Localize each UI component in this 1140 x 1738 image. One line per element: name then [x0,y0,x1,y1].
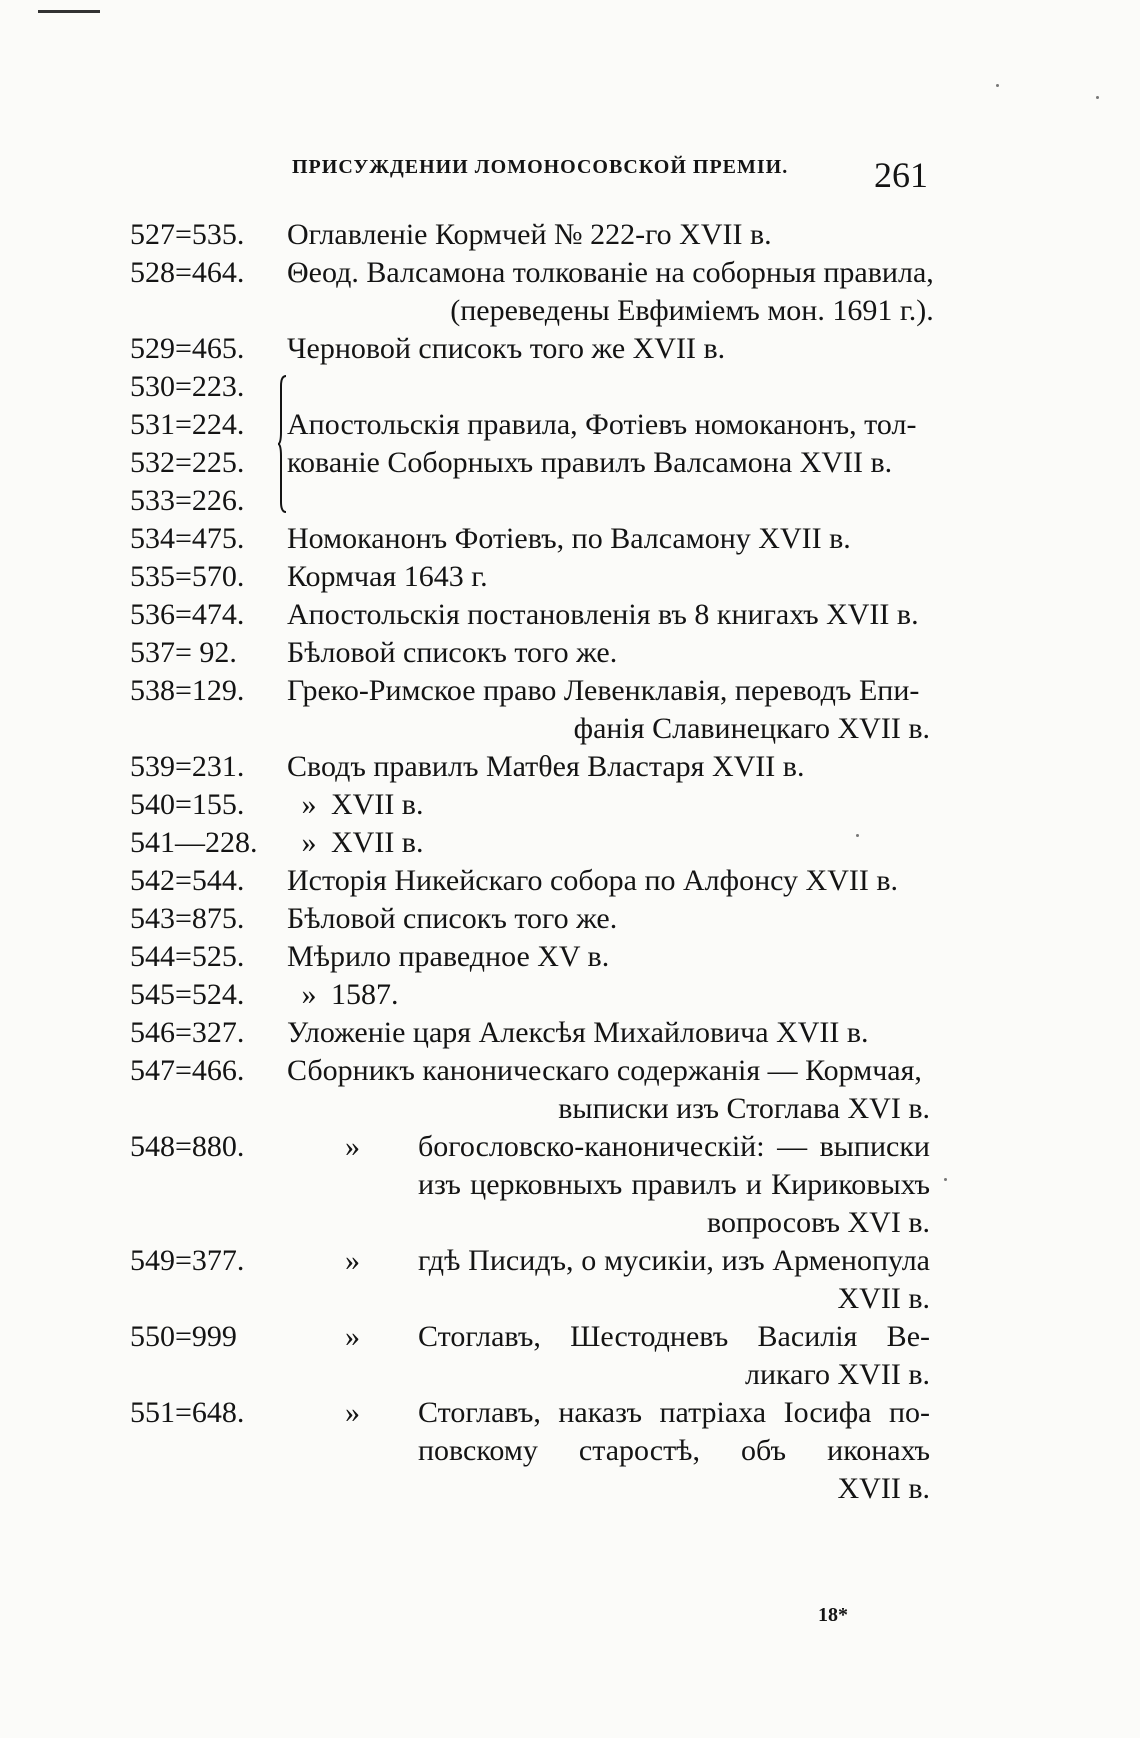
entry-text-line: Апостольскія постановленія въ 8 книгахъ XVII в. [287,598,919,631]
entry-text-line: Кормчая 1643 г. [287,560,488,593]
entries-block [130,216,934,368]
entry-text-line: Мѣрило праведное XV в. [287,940,610,973]
entry-number: 541—228. [130,826,258,859]
entry-number: 528=464. [130,256,245,289]
ditto-mark: » [345,1396,360,1429]
speck [1096,96,1099,99]
entry-number: 542=544. [130,864,245,897]
entry-text [287,1052,930,1128]
list-item [130,1052,930,1128]
list-item [130,596,930,634]
entry-text-line: Уложеніе царя Алексѣя Михайловича XVII в. [287,1016,869,1049]
entry-text-line: Греко-Римское право Левенклавія, переводъ Епи- [287,674,920,707]
ditto-mark: » [301,978,317,1011]
list-item [130,1242,930,1318]
entry-text [418,1318,930,1394]
page-number: 261 [874,155,928,195]
entry-text [287,900,930,938]
entry-text [287,786,930,824]
ditto-mark: » [345,1244,360,1277]
list-item [130,254,934,330]
list-item [130,634,930,672]
entry-number: 533=226. [130,484,245,517]
list-item [130,862,930,900]
entry-text-line: ликаго XVII в. [745,1358,930,1391]
entry-number: 536=474. [130,598,245,631]
entry-text [287,330,930,368]
ditto-mark: » [345,1320,360,1353]
entry-text-line: Апостольскія правила, Фотіевъ номоканонъ, тол- [287,408,917,441]
entry-text-line: Стоглавъ, Шестодневъ Василія Ве- [418,1320,930,1353]
entry-text-line: XVII в. [331,788,424,821]
list-item [130,558,930,596]
list-item [130,900,930,938]
entry-text [287,938,930,976]
entry-number: 530=223. [130,370,245,403]
running-head: ПРИСУЖДЕНИИ ЛОМОНОСОВСКОЙ ПРЕМІИ. [292,156,789,178]
entry-number: 538=129. [130,674,245,707]
curly-brace [278,374,288,514]
entry-text-line: вопросовъ XVI в. [707,1206,930,1239]
entry-text-line: XVII в. [837,1472,930,1505]
ditto-mark: » [301,826,317,859]
entry-number: 551=648. [130,1396,245,1429]
list-item [130,748,930,786]
entry-text-line: Стоглавъ, наказъ патріаха Іосифа по- [418,1396,930,1429]
ditto-mark: » [345,1130,360,1163]
entry-number: 544=525. [130,940,245,973]
entry-text-line: Бѣловой списокъ того же. [287,902,618,935]
entry-text [287,976,930,1014]
list-item [130,672,930,748]
entries-block [130,520,930,1128]
catalog-list [130,216,934,1508]
entries-block [130,1128,930,1508]
scan-mark [38,10,100,13]
entry-text [287,824,930,862]
entry-text [287,596,930,634]
entry-number: 543=875. [130,902,245,935]
signature-mark: 18* [818,1604,848,1626]
entry-text-line: кованіе Соборныхъ правилъ Валсамона XVII в. [287,446,893,479]
entry-text [287,254,934,330]
entry-text-line: Сводъ правилъ Матθея Властаря XVII в. [287,750,805,783]
entry-number: 527=535. [130,218,245,251]
entry-text-line: Черновой списокъ того же XVII в. [287,332,726,365]
entry-text [287,558,930,596]
grouped-numbers [130,368,287,520]
list-item [130,824,930,862]
entry-text-line: 1587. [331,978,399,1011]
entry-number: 550=999 [130,1320,237,1353]
entry-text-line: (переведены Евфиміемъ мон. 1691 г.). [450,294,934,327]
entry-number: 531=224. [130,408,245,441]
entry-text [418,1394,930,1508]
entry-text-line: гдѣ Писидъ, о мусикіи, изъ Арменопула [418,1244,930,1277]
entry-text-line: фанія Славинецкаго XVII в. [573,712,930,745]
entry-number: 549=377. [130,1244,245,1277]
entry-text [287,748,930,786]
entry-number: 548=880. [130,1130,245,1163]
entry-number: 532=225. [130,446,245,479]
entry-text-line: богословско-каноническій: — выписки [418,1130,930,1163]
entry-text-line: выписки изъ Стоглава XVI в. [558,1092,930,1125]
entry-number: 540=155. [130,788,245,821]
entry-text [287,672,930,748]
list-item [130,520,930,558]
entry-text-line: XVII в. [837,1282,930,1315]
speck [996,84,999,87]
list-item [130,330,930,368]
grouped-text [287,368,930,482]
entry-text [287,1014,930,1052]
entry-number: 547=466. [130,1054,245,1087]
entry-text [287,862,930,900]
entry-number: 539=231. [130,750,245,783]
grouped-entry [130,368,930,520]
list-item [130,976,930,1014]
list-item [130,1318,930,1394]
entry-text-line: Номоканонъ Фотіевъ, по Валсамону XVII в. [287,522,851,555]
ditto-mark: » [301,788,317,821]
entry-text [287,216,930,254]
entry-text [287,634,930,672]
entry-number: 535=570. [130,560,245,593]
entry-text-line: изъ церковныхъ правилъ и Кириковыхъ [418,1168,930,1201]
list-item [130,1394,930,1508]
entry-text-line: Оглавленіе Кормчей № 222-го XVII в. [287,218,772,251]
entry-text [418,1242,930,1318]
entry-number: 545=524. [130,978,245,1011]
entry-text-line: XVII в. [331,826,424,859]
entry-text-line: Сборникъ каноническаго содержанія — Кормчая, [287,1054,922,1087]
entry-number: 546=327. [130,1016,245,1049]
entry-text [418,1128,930,1242]
entry-number: 529=465. [130,332,245,365]
entry-text [287,520,930,558]
entry-text-line: Бѣловой списокъ того же. [287,636,618,669]
list-item [130,1128,930,1242]
list-item [130,938,930,976]
list-item [130,786,930,824]
entry-text-line: Исторія Никейскаго собора по Алфонсу XVII в. [287,864,899,897]
entry-number: 537= 92. [130,636,237,669]
list-item [130,1014,930,1052]
entry-number: 534=475. [130,522,245,555]
entry-text-line: Θеод. Валсамона толкованіе на соборныя правила, [287,256,934,289]
entry-text-line: повскому старостѣ, объ иконахъ [418,1434,930,1467]
list-item [130,216,930,254]
speck [944,1178,947,1181]
